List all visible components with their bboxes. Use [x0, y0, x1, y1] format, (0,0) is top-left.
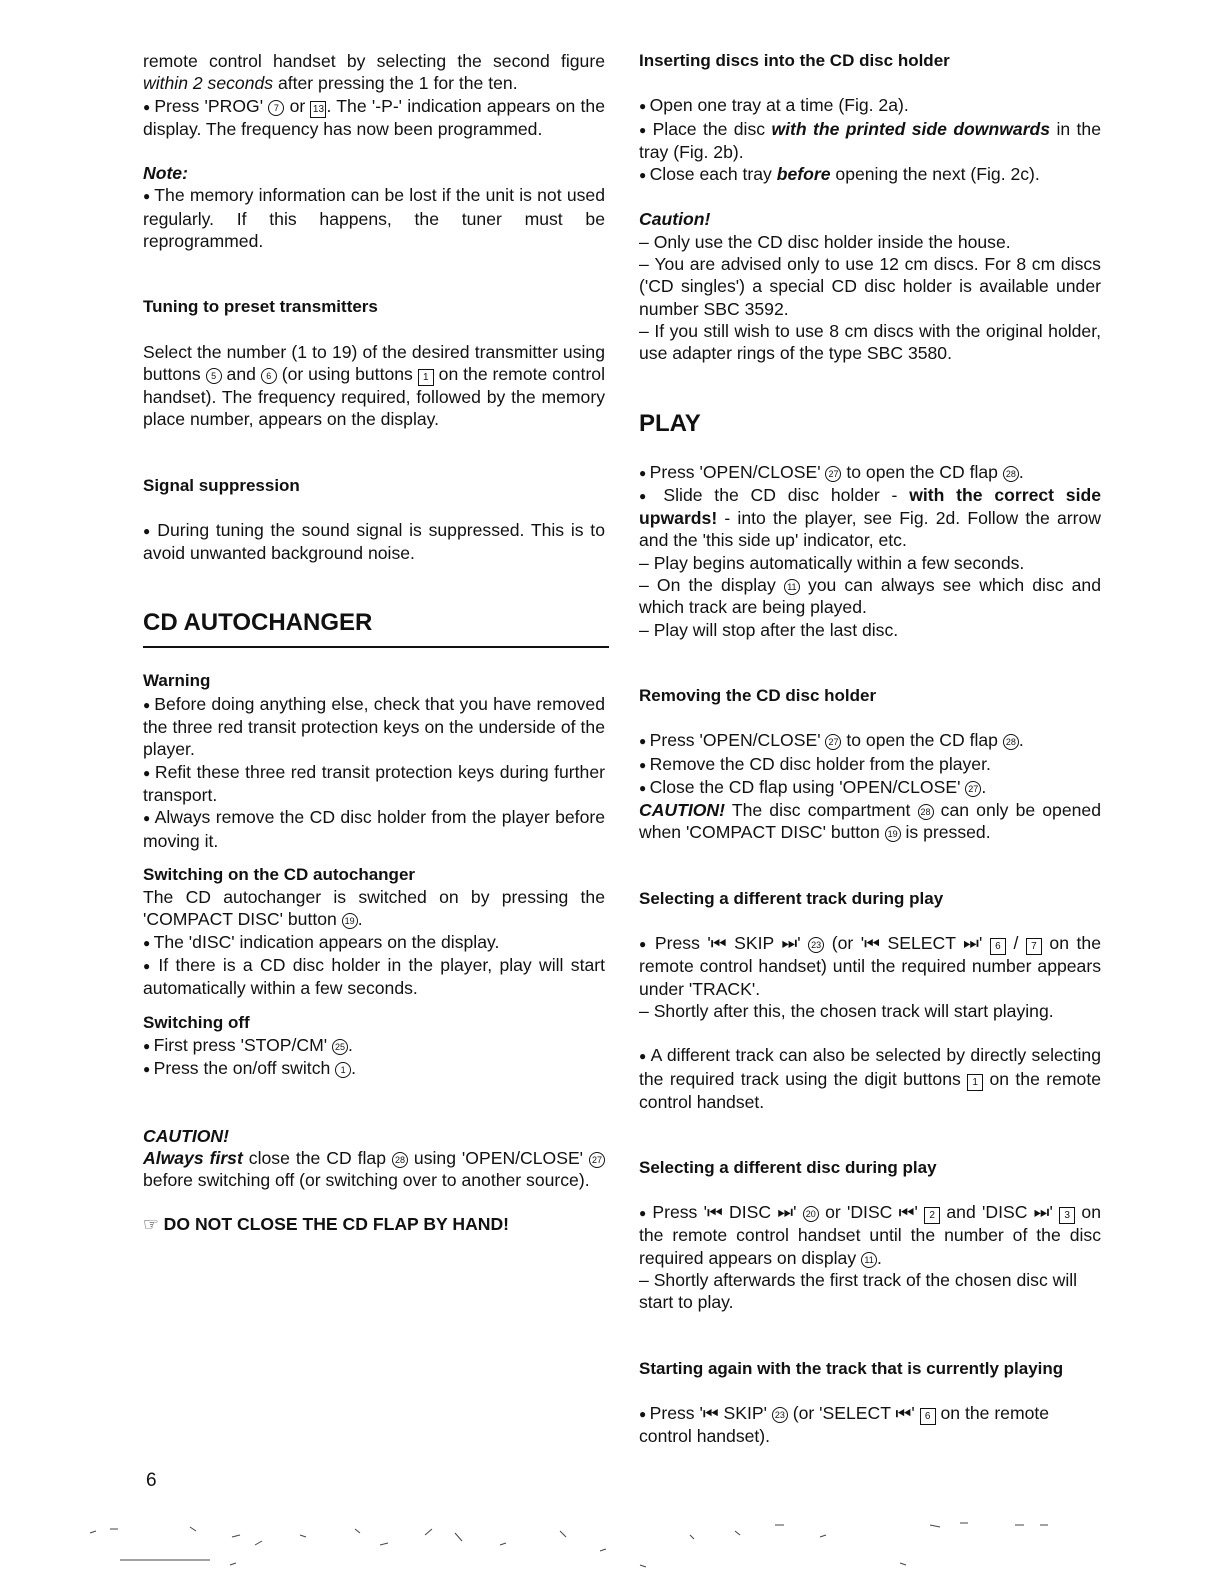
again-title: Starting again with the track that is currently playing	[639, 1358, 1064, 1378]
track-text-1b: (or '⏮ SELECT ⏭'	[824, 933, 990, 954]
insert-item-3	[639, 163, 1101, 186]
remove-caution-c: can only be opened when 'COMPACT DISC' button	[639, 800, 1101, 843]
track-text-1d: on the remote control handset) until the required number appears under 'TRACK'.	[639, 933, 1101, 999]
switch-on-item-1: ● The 'dISC' indication appears on the display.	[143, 931, 605, 954]
scan-noise-decoration	[0, 1515, 1224, 1584]
play-text-2c: - into the player, see Fig. 2d. Follow the arrow and the 'this side up' indicator, etc.	[639, 508, 1101, 551]
caution-text-e: before switching off (or switching over to another source).	[143, 1170, 590, 1191]
tuning-text	[143, 341, 605, 431]
track-item-2: – Shortly after this, the chosen track will start playing.	[639, 1000, 1101, 1022]
caution-item-2: – You are advised only to use 12 cm discs. For 8 cm discs ('CD singles') a special CD disc holder is available under number SBC 3592.	[639, 253, 1101, 320]
tuning-text-b: and	[221, 363, 261, 384]
insert-text-3c: opening the next (Fig. 2c).	[830, 164, 1040, 185]
caution-item-1: – Only use the CD disc holder inside the house.	[639, 231, 1101, 253]
compact-disc-button-ref: 19	[342, 913, 358, 929]
play-text-1a: Press 'OPEN/CLOSE'	[649, 461, 826, 482]
switch-off-title: Switching off	[143, 1012, 250, 1032]
track-text-3b: on the remote control handset.	[639, 1068, 1101, 1112]
page-number: 6	[146, 1470, 157, 1491]
play-item-4	[639, 574, 1101, 619]
intro-emphasis: within 2 seconds	[143, 73, 274, 94]
insert-item-1: ● Open one tray at a time (Fig. 2a).	[639, 94, 1101, 117]
switch-on-item-2: ● If there is a CD disc holder in the player, play will start automatically within a few seconds.	[143, 954, 605, 1000]
remove-caution	[639, 799, 1101, 844]
insert-emphasis: with the printed side downwards	[771, 118, 1051, 139]
again-text-1d: on the remote control handset).	[639, 1402, 1050, 1447]
switch-on-text	[143, 886, 605, 931]
caution-item-3: – If you still wish to use 8 cm discs with the original holder, use adapter rings of the type SBC 3580.	[639, 320, 1101, 365]
disc-text-1d: on the remote control handset until the number of the disc required appears on display	[639, 1202, 1101, 1268]
skip-button-ref: 23	[808, 937, 824, 953]
left-column	[143, 50, 605, 1236]
switch-on-text-b: .	[357, 909, 363, 930]
compact-disc-button-ref: 19	[885, 826, 901, 842]
insert-emphasis-before: before	[776, 164, 831, 185]
track-separator: /	[1005, 933, 1026, 954]
open-close-button-ref: 27	[825, 734, 841, 750]
remove-caution-b: The disc compartment	[725, 800, 918, 821]
power-switch-ref: 1	[335, 1062, 351, 1078]
switch-off-text-2: Press the on/off switch	[153, 1058, 336, 1079]
again-text-1a: Press '⏮ SKIP'	[649, 1402, 772, 1423]
remote-button-2-ref: 2	[924, 1207, 940, 1224]
note-text: ● The memory information can be lost if the unit is not used regularly. If this happens, the tuner must be reprogrammed.	[143, 184, 605, 252]
signal-title: Signal suppression	[143, 475, 300, 495]
prog-text-b: or	[284, 95, 311, 116]
warning-title: Warning	[143, 671, 211, 691]
tuning-text-d: on the remote control handset). The frequency required, followed by the memory place number, appears on the display.	[143, 363, 605, 430]
intro-line-1: remote control handset by selecting the second figure	[143, 51, 605, 71]
switch-off-text-1: First press 'STOP/CM'	[153, 1034, 333, 1055]
open-close-button-ref: 27	[965, 781, 981, 797]
disc-button-ref: 20	[803, 1206, 819, 1222]
insert-text-2a: Place the disc	[652, 118, 772, 139]
play-item-5: – Play will stop after the last disc.	[639, 619, 1101, 641]
remove-item-1: ● Press 'OPEN/CLOSE' 27 to open the CD flap 28 .	[639, 729, 1101, 752]
note-title: Note:	[143, 163, 188, 184]
track-item-1	[639, 932, 1101, 1000]
remote-digit-button-ref: 1	[967, 1074, 983, 1091]
disc-item-2: – Shortly afterwards the first track of the chosen disc will start to play.	[639, 1269, 1101, 1314]
open-close-button-ref: 27	[589, 1152, 605, 1168]
prog-text-c: . The '-P-' indication appears on the display. The frequency has now been programmed.	[143, 95, 605, 139]
play-item-2	[639, 484, 1101, 552]
cd-flap-ref: 28	[1003, 734, 1019, 750]
play-text-4a: On the display	[656, 575, 784, 596]
warning-item-1: ● Before doing anything else, check that you have removed the three red transit protection keys on the underside of the player.	[143, 693, 605, 761]
disc-compartment-ref: 28	[918, 804, 934, 820]
caution-text-b: close the CD flap	[242, 1147, 392, 1168]
play-text-1b: to open the CD flap	[841, 461, 1003, 482]
do-not-close-warning	[143, 1213, 605, 1235]
remove-caution-title: CAUTION!	[639, 800, 726, 821]
switch-off-item-1: ● First press 'STOP/CM' 25 .	[143, 1034, 605, 1057]
warning-item-2: ● Refit these three red transit protection keys during further transport.	[143, 761, 605, 807]
intro-line-2: after pressing the 1 for the ten.	[273, 73, 518, 94]
insert-text-2c: in the tray (Fig. 2b).	[639, 118, 1101, 162]
right-column	[639, 50, 1101, 1447]
remote-button-1-ref: 1	[418, 369, 434, 386]
tuning-title: Tuning to preset transmitters	[143, 297, 378, 317]
display-ref: 11	[784, 579, 800, 595]
warning-item-3: ● Always remove the CD disc holder from the player before moving it.	[143, 806, 605, 852]
switch-on-text-a: The CD autochanger is switched on by pressing the 'COMPACT DISC' button	[143, 887, 605, 930]
remove-title: Removing the CD disc holder	[639, 685, 877, 705]
signal-text: ● During tuning the sound signal is suppressed. This is to avoid unwanted background noise.	[143, 519, 605, 565]
remove-caution-d: is pressed.	[900, 822, 991, 843]
again-item-1	[639, 1402, 1101, 1448]
prog-remote-ref: 13	[310, 101, 326, 118]
remove-text-1a: Press 'OPEN/CLOSE'	[649, 730, 826, 751]
remote-button-6-ref: 6	[920, 1408, 936, 1425]
remove-item-3: ● Close the CD flap using 'OPEN/CLOSE' 27 .	[639, 776, 1101, 799]
prog-bullet	[143, 95, 605, 141]
caution-text-d: using 'OPEN/CLOSE'	[407, 1147, 590, 1168]
prog-text-a: Press 'PROG'	[154, 95, 269, 116]
insert-title: Inserting discs into the CD disc holder	[639, 51, 950, 70]
caution-text	[143, 1147, 605, 1192]
remote-button-6-ref: 6	[990, 938, 1006, 955]
display-ref: 11	[861, 1252, 877, 1268]
track-text-1a: Press '⏮ SKIP ⏭'	[654, 933, 809, 954]
remove-item-2: ● Remove the CD disc holder from the player.	[639, 753, 1101, 776]
pointing-hand-icon: ☞	[143, 1214, 159, 1235]
insert-text-3a: Close each tray	[649, 164, 777, 185]
tuning-text-c: (or using buttons	[276, 363, 418, 384]
intro-paragraph	[143, 50, 605, 95]
again-text-1b: (or 'SELECT ⏮'	[787, 1402, 920, 1423]
play-item-1: ● Press 'OPEN/CLOSE' 27 to open the CD flap 28 .	[639, 461, 1101, 484]
open-close-button-ref: 27	[825, 466, 841, 482]
play-emphasis: with the correct side upwards!	[639, 484, 1101, 529]
tuning-text-a: Select the number (1 to 19) of the desired transmitter using buttons	[143, 341, 605, 384]
track-item-3	[639, 1044, 1101, 1113]
skip-button-ref: 23	[772, 1407, 788, 1423]
cd-flap-ref: 28	[1003, 466, 1019, 482]
play-text-4b: you can always see which disc and which track are being played.	[639, 575, 1101, 618]
cd-flap-ref: 28	[392, 1152, 408, 1168]
switch-off-item-2: ● Press the on/off switch 1 .	[143, 1057, 605, 1080]
prog-button-ref: 7	[268, 100, 284, 116]
button-5-ref: 5	[206, 368, 222, 384]
switch-on-title: Switching on the CD autochanger	[143, 864, 416, 884]
cd-autochanger-title: CD AUTOCHANGER	[143, 609, 373, 637]
disc-text-and: and 'DISC ⏭'	[940, 1202, 1060, 1223]
remove-text-3a: Close the CD flap using 'OPEN/CLOSE'	[649, 776, 966, 797]
do-not-close-text: DO NOT CLOSE THE CD FLAP BY HAND!	[163, 1214, 510, 1235]
remove-text-1b: to open the CD flap	[841, 730, 1003, 751]
insert-item-2	[639, 118, 1101, 164]
disc-title: Selecting a different disc during play	[639, 1157, 937, 1177]
track-text-3a: A different track can also be selected by directly selecting the required track using the digit buttons	[639, 1045, 1101, 1089]
disc-text-1a: Press '⏮ DISC ⏭'	[652, 1202, 803, 1223]
disc-text-1b: or 'DISC ⏮'	[818, 1202, 925, 1223]
remote-button-7-ref: 7	[1026, 938, 1042, 955]
track-title: Selecting a different track during play	[639, 888, 944, 908]
caution-emphasis: Always first	[143, 1147, 243, 1168]
stop-button-ref: 25	[332, 1039, 348, 1055]
play-item-3: – Play begins automatically within a few seconds.	[639, 552, 1101, 574]
play-title: PLAY	[639, 409, 701, 437]
button-6-ref: 6	[261, 368, 277, 384]
disc-item-1: ● Press '⏮ DISC ⏭' 20 or 'DISC ⏮' 2 and 'DISC ⏭' 3 on the remote control handset until the number of the disc required appears on display 11 .	[639, 1201, 1101, 1269]
caution-title: CAUTION!	[143, 1125, 230, 1146]
caution-title-right: Caution!	[639, 209, 711, 230]
remote-button-3-ref: 3	[1059, 1207, 1075, 1224]
play-text-2a: Slide the CD disc holder -	[663, 484, 910, 505]
